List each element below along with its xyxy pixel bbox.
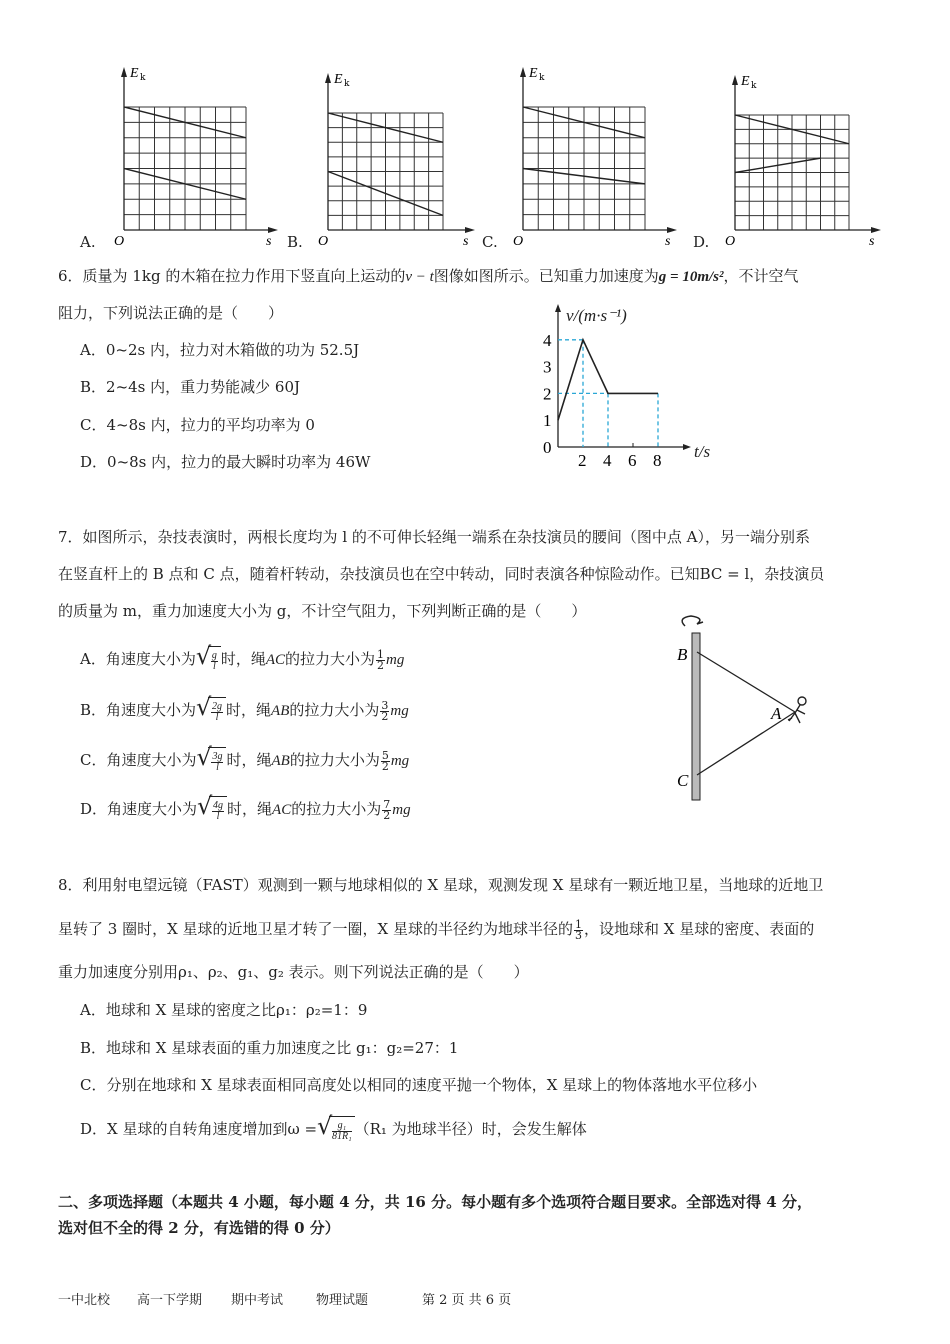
footer-page-number: 第 2 页 共 6 页 [422,1293,512,1308]
q7-stem-line2: 在竖直杆上的 B 点和 C 点，随着杆转动，杂技演员也在空中转动，同时表演各种惊险动作。已知BC = l，杂技演员 [58,565,825,583]
origin-label: O [114,234,125,249]
ek-axis-label: E [334,72,343,87]
q6-option-b[interactable]: B．2~4s 内，重力势能减少 60J [80,378,301,396]
x-tick-label: 4 [603,451,612,470]
x-tick-label: 6 [628,451,637,470]
x-tick-label: 8 [653,451,662,470]
rotation-arrow-icon [682,616,703,626]
q7-option-a[interactable]: A．角速度大小为 √ $\frac{g}{l}$ 时，绳AC的拉力大小为 $\frac{1}{2}$ mg [80,645,404,675]
q8-stem-line3: 重力加速度分别用ρ₁、ρ₂、g₁、g₂ 表示。则下列说法正确的是（ ） [58,963,529,981]
footer-term: 高一下学期 [137,1293,203,1308]
q6-stem-line1: 6．质量为 1kg 的木箱在拉力作用下竖直向上运动的v − t图像如图所示。已知重力加速度为g = 10m/s²，不计空气 [58,267,799,285]
section2-heading-line2: 选对但不全的得 2 分，有选错的得 0 分） [58,1219,340,1237]
s-axis-label: s [266,234,272,249]
q7-option-d[interactable]: D．角速度大小为 √ $\frac{4g}{l}$ 时，绳AC的拉力大小为 $\frac{7}{2}$ mg [80,795,411,825]
origin-label: O [318,234,329,249]
point-c-label: C [677,771,689,790]
ek-axis-subscript: k [140,73,146,83]
q7-stem-line3: 的质量为 m，重力加速度大小为 g，不计空气阻力，下列判断正确的是（ ） [58,602,587,620]
vertical-pole [692,633,700,800]
q7-stem-line1: 7．如图所示，杂技表演时，两根长度均为 l 的不可伸长轻绳一端系在杂技演员的腰间（图中点 A），另一端分别系 [58,528,810,546]
y-tick-label: 1 [543,411,552,431]
point-b-label: B [677,645,688,664]
origin-label: O [513,234,524,249]
x-tick-label: 2 [578,451,587,470]
ek-axis-label: E [130,66,139,81]
option-a-label: A. [80,233,96,251]
section2-heading-line1: 二、多项选择题（本题共 4 小题，每小题 4 分，共 16 分。每小题有多个选项符合题目要求。全部选对得 4 分， [58,1193,812,1211]
q8-option-c[interactable]: C．分别在地球和 X 星球表面相同高度处以相同的速度平抛一个物体，X 星球上的物体落地水平位移小 [80,1076,758,1094]
ek-axis-subscript: k [751,81,757,91]
footer-subject: 物理试题 [316,1293,369,1308]
origin-label: O [725,234,736,249]
option-c-label: C. [482,233,498,251]
ek-axis-label: E [741,74,750,89]
q6-stem-line2: 阻力，下列说法正确的是（ ） [58,304,284,322]
ek-axis-subscript: k [539,73,545,83]
s-axis-label: s [463,234,469,249]
ek-axis-subscript: k [344,79,350,89]
vt-xlabel: t/s [694,442,711,461]
rope-ab [697,652,795,712]
s-axis-label: s [869,234,875,249]
q7-option-b[interactable]: B．角速度大小为 √ $\frac{2g}{l}$ 时，绳AB的拉力大小为 $\frac{3}{2}$ mg [80,696,409,726]
q8-option-d[interactable]: D．X 星球的自转角速度增加到ω = √ $\frac{\text{g₁}}{\text{81R₁}}$ （R₁ 为地球半径）时，会发生解体 [80,1115,587,1145]
q8-option-a[interactable]: A．地球和 X 星球的密度之比ρ₁：ρ₂=1：9 [80,1001,368,1019]
q8-option-b[interactable]: B．地球和 X 星球表面的重力加速度之比 g₁：g₂=27：1 [80,1039,459,1057]
y-tick-label: 2 [543,384,552,404]
q6-option-a[interactable]: A．0~2s 内，拉力对木箱做的功为 52.5J [80,341,360,359]
q8-stem-line1: 8．利用射电望远镜（FAST）观测到一颗与地球相似的 X 星球，观测发现 X 星球有一颗近地卫星，当地球的近地卫 [58,876,824,894]
footer-school: 一中北校 [58,1293,111,1308]
s-axis-label: s [665,234,671,249]
option-d-label: D. [693,233,710,251]
option-b-label: B. [287,233,303,251]
point-a-label: A [771,704,782,723]
y-tick-label: 4 [543,330,552,350]
q7-option-c[interactable]: C．角速度大小为 √ $\frac{3g}{l}$ 时，绳AB的拉力大小为 $\frac{5}{2}$ mg [80,746,409,776]
y-tick-label: 0 [543,438,552,457]
q8-stem-line2: 星转了 3 圈时，X 星球的近地卫星才转了一圈，X 星球的半径约为地球半径的 $\frac{1}{3}$ ，设地球和 X 星球的密度、表面的 [58,917,815,942]
q6-option-d[interactable]: D．0~8s 内，拉力的最大瞬时功率为 46W [80,453,371,471]
y-tick-label: 3 [543,357,552,377]
ek-axis-label: E [529,66,538,81]
footer-exam: 期中考试 [231,1293,284,1308]
q6-option-c[interactable]: C．4~8s 内，拉力的平均功率为 0 [80,416,315,434]
vt-ylabel: v/(m·s⁻¹) [566,306,627,325]
